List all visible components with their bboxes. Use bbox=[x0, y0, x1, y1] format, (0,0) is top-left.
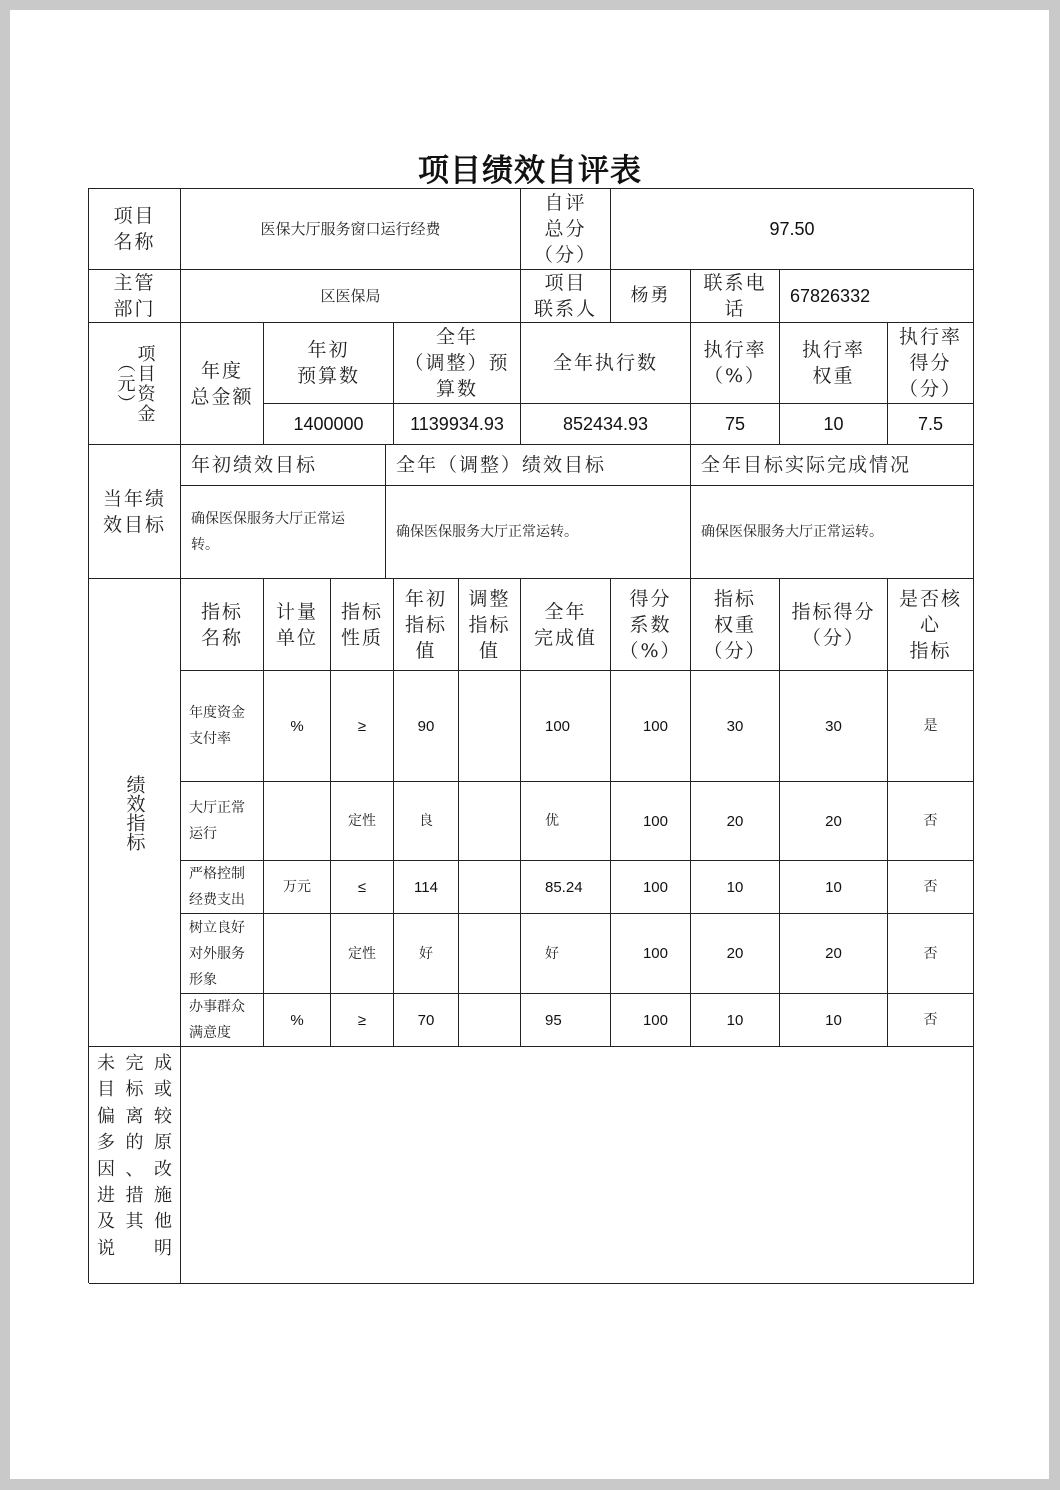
indicator-header-initial: 年初 指标 值 bbox=[394, 579, 459, 671]
indicator-row-4-core: 否 bbox=[888, 914, 974, 994]
phone-value: 67826332 bbox=[780, 270, 974, 323]
page-title: 项目绩效自评表 bbox=[418, 153, 642, 189]
indicator-row-2-adjusted bbox=[459, 782, 521, 861]
indicator-row-2-initial: 良 bbox=[394, 782, 459, 861]
indicator-row-5-adjusted bbox=[459, 994, 521, 1047]
indicator-row-5-core: 否 bbox=[888, 994, 974, 1047]
indicator-row-4-weight: 20 bbox=[691, 914, 780, 994]
indicator-row-2-nature: 定性 bbox=[331, 782, 394, 861]
funds-weight-value: 10 bbox=[780, 404, 888, 445]
self-score-value: 97.50 bbox=[611, 189, 974, 270]
indicator-row-3-initial: 114 bbox=[394, 861, 459, 914]
goal-initial-value: 确保医保服务大厅正常运 转。 bbox=[181, 486, 386, 579]
indicator-row-5-score: 10 bbox=[780, 994, 888, 1047]
funds-rate-value: 75 bbox=[691, 404, 780, 445]
contact-label: 项目 联系人 bbox=[521, 270, 611, 323]
indicator-header-name: 指标 名称 bbox=[181, 579, 264, 671]
indicator-row-1-core: 是 bbox=[888, 671, 974, 782]
goal-actual-value: 确保医保服务大厅正常运转。 bbox=[691, 486, 974, 579]
indicator-row-1-score: 30 bbox=[780, 671, 888, 782]
indicator-row-5-actual: 95 bbox=[521, 994, 611, 1047]
goal-initial-header: 年初绩效目标 bbox=[181, 445, 386, 486]
funds-section-label: 项目资金（元） bbox=[89, 323, 181, 445]
phone-label: 联系电 话 bbox=[691, 270, 780, 323]
indicators-section-label: 绩效指标 bbox=[89, 579, 181, 1047]
indicator-row-4-name: 树立良好 对外服务 形象 bbox=[181, 914, 264, 994]
indicator-row-1-unit: % bbox=[264, 671, 331, 782]
self-score-label: 自评 总分 （分） bbox=[521, 189, 611, 270]
indicator-row-4-initial: 好 bbox=[394, 914, 459, 994]
funds-score-value: 7.5 bbox=[888, 404, 974, 445]
project-name-label: 项目 名称 bbox=[89, 189, 181, 270]
funds-weight-label: 执行率 权重 bbox=[780, 323, 888, 404]
funds-total-label: 年度 总金额 bbox=[181, 323, 264, 445]
indicator-row-2-name: 大厅正常 运行 bbox=[181, 782, 264, 861]
remarks-label: 未完成目标或偏离较多的原因、改进措施及其他说明 bbox=[89, 1047, 181, 1284]
indicator-row-3-weight: 10 bbox=[691, 861, 780, 914]
indicator-row-4-coef: 100 bbox=[611, 914, 691, 994]
indicator-row-5-weight: 10 bbox=[691, 994, 780, 1047]
funds-initial-value: 1400000 bbox=[264, 404, 394, 445]
indicator-row-4-unit bbox=[264, 914, 331, 994]
indicator-row-4-actual: 好 bbox=[521, 914, 611, 994]
funds-adjusted-value: 1139934.93 bbox=[394, 404, 521, 445]
remarks-value bbox=[181, 1047, 974, 1284]
indicator-header-score: 指标得分 （分） bbox=[780, 579, 888, 671]
indicator-header-weight: 指标 权重 （分） bbox=[691, 579, 780, 671]
indicator-row-5-name: 办事群众 满意度 bbox=[181, 994, 264, 1047]
indicator-row-4-nature: 定性 bbox=[331, 914, 394, 994]
indicator-header-nature: 指标 性质 bbox=[331, 579, 394, 671]
indicator-row-5-initial: 70 bbox=[394, 994, 459, 1047]
indicator-row-3-unit: 万元 bbox=[264, 861, 331, 914]
indicator-row-4-adjusted bbox=[459, 914, 521, 994]
goal-actual-header: 全年目标实际完成情况 bbox=[691, 445, 974, 486]
indicator-row-3-score: 10 bbox=[780, 861, 888, 914]
funds-adjusted-label: 全年 （调整）预 算数 bbox=[394, 323, 521, 404]
indicator-row-2-core: 否 bbox=[888, 782, 974, 861]
contact-value: 杨勇 bbox=[611, 270, 691, 323]
funds-initial-label: 年初 预算数 bbox=[264, 323, 394, 404]
indicator-row-3-core: 否 bbox=[888, 861, 974, 914]
indicator-row-3-actual: 85.24 bbox=[521, 861, 611, 914]
indicator-header-core: 是否核 心 指标 bbox=[888, 579, 974, 671]
indicator-row-1-initial: 90 bbox=[394, 671, 459, 782]
indicator-header-coef: 得分 系数 （%） bbox=[611, 579, 691, 671]
indicator-row-2-weight: 20 bbox=[691, 782, 780, 861]
goal-adjusted-value: 确保医保服务大厅正常运转。 bbox=[386, 486, 691, 579]
indicator-row-2-score: 20 bbox=[780, 782, 888, 861]
indicator-row-1-nature: ≥ bbox=[331, 671, 394, 782]
indicator-row-3-adjusted bbox=[459, 861, 521, 914]
indicator-row-3-nature: ≤ bbox=[331, 861, 394, 914]
indicator-header-unit: 计量 单位 bbox=[264, 579, 331, 671]
indicator-row-4-score: 20 bbox=[780, 914, 888, 994]
indicator-header-adjusted: 调整 指标 值 bbox=[459, 579, 521, 671]
indicator-row-2-unit bbox=[264, 782, 331, 861]
funds-score-label: 执行率 得分 （分） bbox=[888, 323, 974, 404]
evaluation-table bbox=[88, 188, 973, 1283]
indicator-row-3-coef: 100 bbox=[611, 861, 691, 914]
department-value: 区医保局 bbox=[181, 270, 521, 323]
indicator-row-2-actual: 优 bbox=[521, 782, 611, 861]
indicator-row-5-coef: 100 bbox=[611, 994, 691, 1047]
indicator-row-1-adjusted bbox=[459, 671, 521, 782]
indicator-row-1-name: 年度资金 支付率 bbox=[181, 671, 264, 782]
indicator-row-5-nature: ≥ bbox=[331, 994, 394, 1047]
indicator-row-1-actual: 100 bbox=[521, 671, 611, 782]
funds-executed-label: 全年执行数 bbox=[521, 323, 691, 404]
indicator-row-3-name: 严格控制 经费支出 bbox=[181, 861, 264, 914]
funds-rate-label: 执行率 （%） bbox=[691, 323, 780, 404]
indicator-row-1-coef: 100 bbox=[611, 671, 691, 782]
department-label: 主管 部门 bbox=[89, 270, 181, 323]
goal-adjusted-header: 全年（调整）绩效目标 bbox=[386, 445, 691, 486]
goals-section-label: 当年绩 效目标 bbox=[89, 445, 181, 579]
indicator-row-5-unit: % bbox=[264, 994, 331, 1047]
project-name-value: 医保大厅服务窗口运行经费 bbox=[181, 189, 521, 270]
indicator-header-actual: 全年 完成值 bbox=[521, 579, 611, 671]
indicator-row-2-coef: 100 bbox=[611, 782, 691, 861]
funds-executed-value: 852434.93 bbox=[521, 404, 691, 445]
indicator-row-1-weight: 30 bbox=[691, 671, 780, 782]
